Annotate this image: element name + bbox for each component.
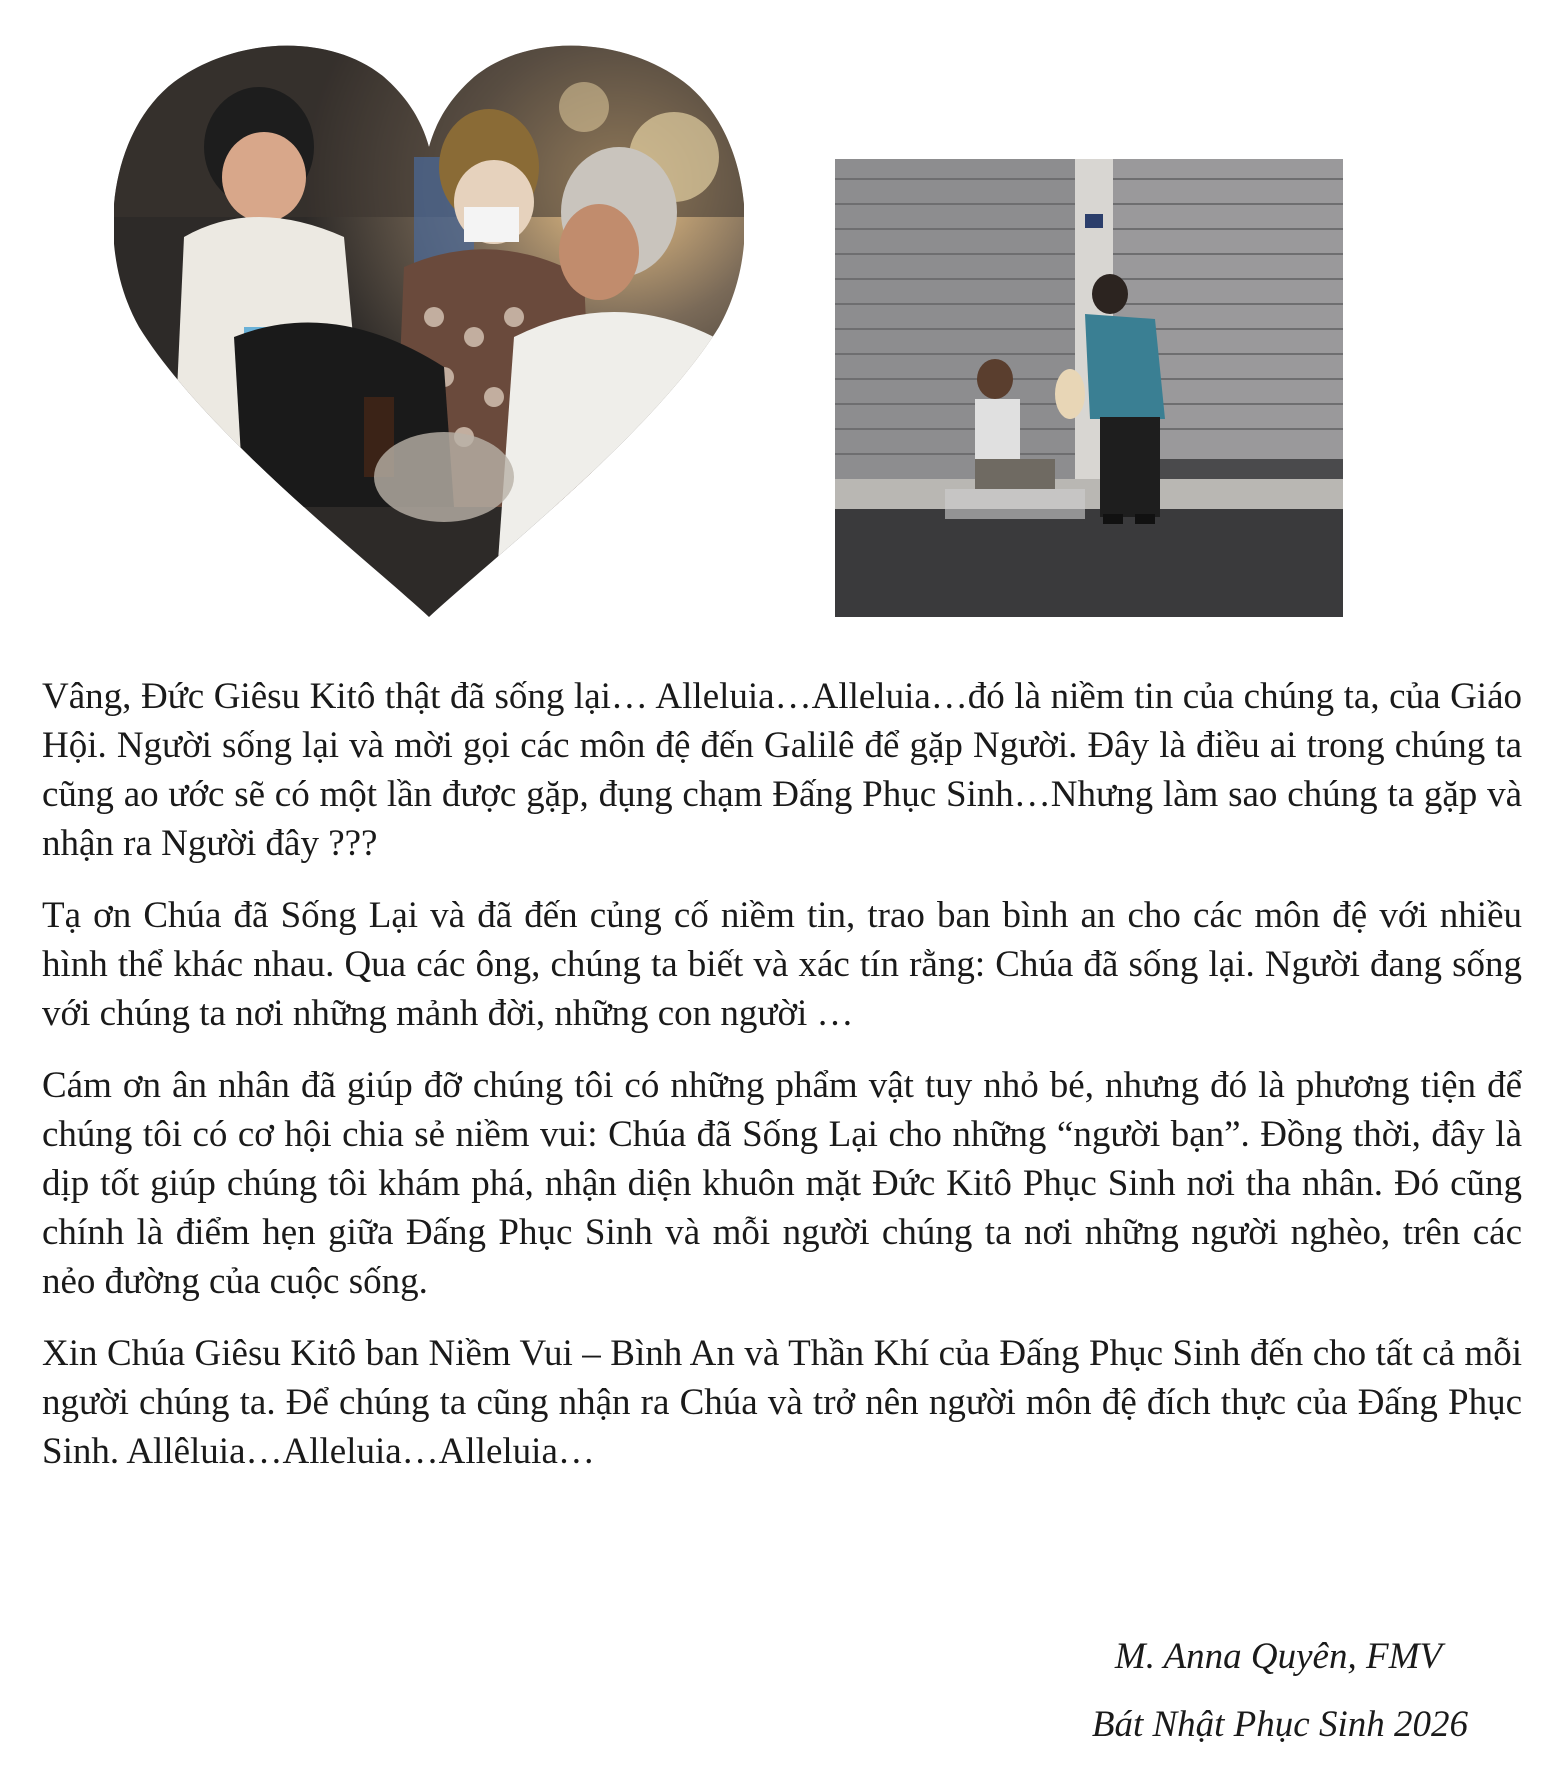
signature-block: [1030, 1623, 1530, 1759]
paragraph-1: Vâng, Đức Giêsu Kitô thật đã sống lại… Alleluia…Alleluia…đó là niềm tin của chúng ta, của Giáo Hội. Người sống lại và mời gọi các môn đệ đến Galilê để gặp Người. Đây là điều ai trong chúng ta cũng ao ước sẽ có một lần được gặp, đụng chạm Đấng Phục Sinh…Nhưng làm sao chúng ta gặp và nhận ra Người đây ???: [42, 676, 1522, 864]
heart-shaped-photo-icon: [114, 37, 744, 617]
heart-photo: [114, 37, 744, 617]
paragraph-3: Cám ơn ân nhân đã giúp đỡ chúng tôi có những phẩm vật tuy nhỏ bé, nhưng đó là phương tiện để chúng tôi có cơ hội chia sẻ niềm vui: Chúa đã Sống Lại cho những “người bạn”. Đồng thời, đây là dịp tốt giúp chúng tôi khám phá, nhận diện khuôn mặt Đức Kitô Phục Sinh nơi tha nhân. Đó cũng chính là điểm hẹn giữa Đấng Phục Sinh và mỗi người chúng ta nơi những người nghèo, trên các nẻo đường của cuộc sống.: [42, 1065, 1522, 1302]
paragraph-4: Xin Chúa Giêsu Kitô ban Niềm Vui – Bình An và Thần Khí của Đấng Phục Sinh đến cho tất cả mỗi người chúng ta. Để chúng ta cũng nhận ra Chúa và trở nên người môn đệ đích thực của Đấng Phục Sinh. Allêluia…Alleluia…Alleluia…: [42, 1333, 1522, 1472]
author-name: M. Anna Quyên, FMV: [1114, 1636, 1442, 1677]
signature-date: Bát Nhật Phục Sinh 2026: [1091, 1704, 1468, 1745]
street-photo-icon: [835, 159, 1343, 617]
street-photo: [835, 159, 1343, 617]
paragraph-2: Tạ ơn Chúa đã Sống Lại và đã đến củng cố niềm tin, trao ban bình an cho các môn đệ với nhiều hình thể khác nhau. Qua các ông, chúng ta biết và xác tín rằng: Chúa đã sống lại. Người đang sống với chúng ta nơi những mảnh đời, những con người …: [42, 895, 1522, 1034]
article-body: [42, 672, 1522, 1499]
